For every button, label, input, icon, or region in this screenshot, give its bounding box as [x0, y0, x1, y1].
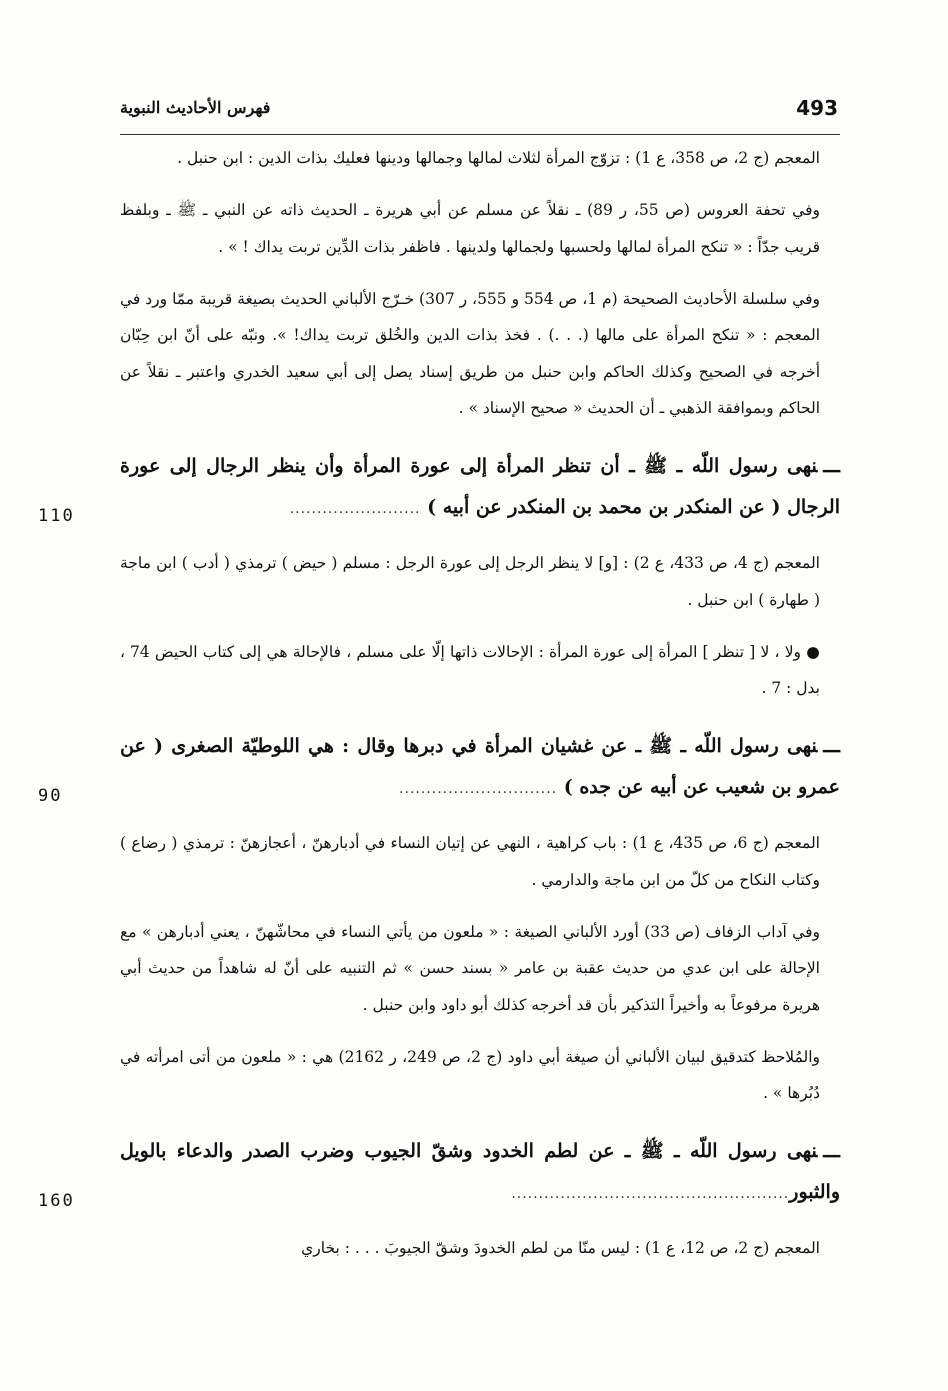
running-title: فهرس الأحاديث النبوية [120, 98, 271, 117]
entry-dash: ـــ [823, 734, 840, 757]
paragraph: والمُلاحظ كتدقيق لبيان الألباني أن صيغة أبي داود (ج 2، ص 249، ر 2162) هي : « ملعون من أتى امرأته في دُبُرها » . [120, 1047, 821, 1102]
hadith-heading [38, 1131, 840, 1215]
paragraph: ● ولا ، لا [ تنظر ] المرأة إلى عورة المرأة : الإحالات ذاتها إلّا على مسلم ، فالإحالة هي إلى كتاب الحيض 74 ، بدل : 7 . [120, 642, 820, 697]
leader-dots: ........................ [289, 500, 421, 517]
header-rule [120, 134, 840, 135]
page-number: 493 [796, 96, 838, 120]
reference-number: 110 [38, 505, 75, 526]
paragraph: المعجم (ج 4، ص 433، ع 2) : [و] لا ينظر الرجل إلى عورة الرجل : مسلم ( حيض ) ترمذي ( أدب ) ابن ماجة ( طهارة ) ابن حنبل . [120, 554, 820, 609]
entry-1 [120, 140, 840, 427]
reference-number: 160 [38, 1190, 75, 1211]
leader-dots: ................................................... [511, 1185, 790, 1202]
leader-dots: ............................. [399, 780, 558, 797]
reference-number: 90 [38, 785, 63, 806]
hadith-heading [38, 446, 840, 530]
hadith-text: نهى رسول اللّه ـ ﷺ ـ عن غشيان المرأة في دبرها وقال : هي اللوطيّة الصغرى ( عن عمرو بن شعيب عن أبيه عن جده ) [120, 734, 840, 798]
paragraph: المعجم (ج 2، ص 358، ع 1) : تزوّج المرأة لثلاث لمالها وجمالها ودينها فعليك بذات الدين : ابن حنبل . [177, 149, 820, 167]
page-body [38, 140, 840, 1275]
paragraph: وفي آداب الزفاف (ص 33) أورد الألباني الصيغة : « ملعون من يأتي النساء في محاشّهنّ ، يعني أدبارهن » مع الإحالة على ابن عدي من حديث عقبة بن عامر « بسند حسن » ثم التنبيه على أنّ له شاهداً من حديث أبي هريرة مرفوعاً به وأخيراً التذكير بأن قد أخرجه كذلك أبو داود وابن حنبل . [120, 922, 820, 1014]
entry-3 [38, 726, 840, 1112]
entry-dash: ـــ [823, 1139, 840, 1162]
page-header [120, 96, 838, 128]
paragraph: المعجم (ج 6، ص 435، ع 1) : باب كراهية ، النهي عن إتيان النساء في أدبارهنّ ، أعجازهنّ : ترمذي ( رضاع ) وكتاب النكاح من كلّ من ابن ماجة والدارمي . [120, 834, 820, 889]
paragraph: وفي تحفة العروس (ص 55، ر 89) ـ نقلاً عن مسلم عن أبي هريرة ـ الحديث ذاته عن النبي ـ ﷺ ـ وبلفظ قريب جدّاً : « تنكح المرأة لمالها ولحسبها ولجمالها ولدينها . فاظفر بذات الدِّين تربت يداك ! » . [120, 201, 820, 256]
paragraph: المعجم (ج 2، ص 12، ع 1) : ليس منّا من لطم الخدودَ وشقّ الجيوبَ . . . : بخاري [301, 1239, 820, 1257]
hadith-heading [38, 726, 840, 810]
paragraph: وفي سلسلة الأحاديث الصحيحة (م 1، ص 554 و 555، ر 307) خـرّج الألباني الحديث بصيغة قريبة ممّا ورد في المعجم : « تنكح المرأة على مالها (. . .) . فخذ بذات الدين والخُلق تربت يداك! ». ونبّه على أنّ ابن حِبّان أخرجه في الصحيح وكذلك الحاكم وابن حنبل من طريق إسناد يصل إلى أبي سعيد الخدري واعتبر ـ نقلاً عن الحاكم وبموافقة الذهبي ـ أن الحديث « صحيح الإسناد » . [120, 289, 820, 417]
entry-dash: ـــ [823, 454, 840, 477]
entry-2 [38, 446, 840, 707]
hadith-text: نهى رسول اللّه ـ ﷺ ـ عن لطم الخدود وشقّ الجيوب وضرب الصدر والدعاء بالويل والثبور [120, 1139, 840, 1203]
entry-4 [38, 1131, 840, 1267]
hadith-text: نهى رسول اللّه ـ ﷺ ـ أن تنظر المرأة إلى عورة المرأة وأن ينظر الرجال إلى عورة الرجال ( عن المنكدر بن محمد بن المنكدر عن أبيه ) [120, 454, 840, 518]
